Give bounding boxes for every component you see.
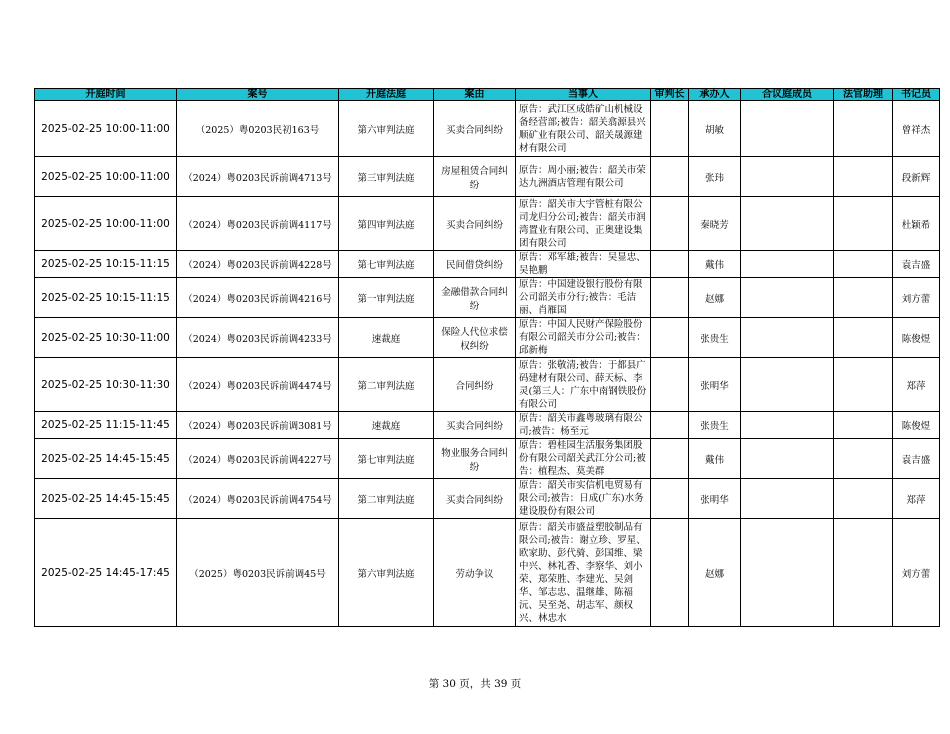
chief-judge-cell	[651, 439, 689, 479]
parties-cell: 原告：中国人民财产保险股份有限公司韶关市分公司;被告：邱新梅	[516, 318, 651, 358]
header-courtroom: 开庭法庭	[339, 89, 434, 101]
courtroom-cell: 第二审判法庭	[339, 479, 434, 519]
parties-cell: 原告：邓军雄;被告：吴显忠、吴艳鹏	[516, 251, 651, 278]
table-row	[35, 439, 940, 479]
time-cell: 2025-02-25 10:15-11:15	[35, 278, 177, 318]
time-cell: 2025-02-25 10:15-11:15	[35, 251, 177, 278]
case-number-cell: （2024）粤0203民诉前调4474号	[177, 358, 339, 412]
cause-cell: 合同纠纷	[434, 358, 516, 412]
parties-cell: 原告：韶关市实信机电贸易有限公司;被告：日成(广东)水务建设股份有限公司	[516, 479, 651, 519]
table-row	[35, 101, 940, 157]
courtroom-cell: 第二审判法庭	[339, 358, 434, 412]
cause-cell: 买卖合同纠纷	[434, 197, 516, 251]
panel-members-cell	[741, 251, 834, 278]
header-case-number: 案号	[177, 89, 339, 101]
cause-cell: 房屋租赁合同纠纷	[434, 157, 516, 197]
time-cell: 2025-02-25 14:45-15:45	[35, 479, 177, 519]
cause-cell: 买卖合同纠纷	[434, 101, 516, 157]
clerk-cell: 杜颖希	[893, 197, 940, 251]
table-row	[35, 278, 940, 318]
cause-cell: 买卖合同纠纷	[434, 479, 516, 519]
table-row	[35, 251, 940, 278]
courtroom-cell: 第四审判法庭	[339, 197, 434, 251]
cause-cell: 金融借款合同纠纷	[434, 278, 516, 318]
case-number-cell: （2025）粤0203民诉前调45号	[177, 519, 339, 627]
judge-assistant-cell	[834, 251, 893, 278]
header-panel-members: 合议庭成员	[741, 89, 834, 101]
time-cell: 2025-02-25 10:30-11:30	[35, 358, 177, 412]
clerk-cell: 曾祥杰	[893, 101, 940, 157]
clerk-cell: 刘方蕾	[893, 278, 940, 318]
panel-members-cell	[741, 278, 834, 318]
courtroom-cell: 第六审判法庭	[339, 519, 434, 627]
handler-cell: 胡敏	[689, 101, 741, 157]
time-cell: 2025-02-25 14:45-15:45	[35, 439, 177, 479]
clerk-cell: 郑萍	[893, 479, 940, 519]
courtroom-cell: 第一审判法庭	[339, 278, 434, 318]
case-number-cell: （2024）粤0203民诉前调4713号	[177, 157, 339, 197]
cause-cell: 劳动争议	[434, 519, 516, 627]
table-row	[35, 519, 940, 627]
time-cell: 2025-02-25 14:45-17:45	[35, 519, 177, 627]
chief-judge-cell	[651, 358, 689, 412]
case-number-cell: （2024）粤0203民诉前调4216号	[177, 278, 339, 318]
chief-judge-cell	[651, 519, 689, 627]
handler-cell: 戴伟	[689, 439, 741, 479]
judge-assistant-cell	[834, 157, 893, 197]
time-cell: 2025-02-25 11:15-11:45	[35, 412, 177, 439]
chief-judge-cell	[651, 318, 689, 358]
case-number-cell: （2025）粤0203民初163号	[177, 101, 339, 157]
judge-assistant-cell	[834, 358, 893, 412]
panel-members-cell	[741, 519, 834, 627]
courtroom-cell: 第七审判法庭	[339, 439, 434, 479]
handler-cell: 张玮	[689, 157, 741, 197]
chief-judge-cell	[651, 412, 689, 439]
clerk-cell: 陈俊煜	[893, 412, 940, 439]
chief-judge-cell	[651, 157, 689, 197]
panel-members-cell	[741, 157, 834, 197]
case-number-cell: （2024）粤0203民诉前调4228号	[177, 251, 339, 278]
judge-assistant-cell	[834, 519, 893, 627]
chief-judge-cell	[651, 251, 689, 278]
header-judge-assistant: 法官助理	[834, 89, 893, 101]
courtroom-cell: 速裁庭	[339, 412, 434, 439]
handler-cell: 戴伟	[689, 251, 741, 278]
handler-cell: 张明华	[689, 358, 741, 412]
header-row	[35, 89, 940, 101]
parties-cell: 原告：碧桂园生活服务集团股份有限公司韶关武江分公司;被告：植程杰、莫美群	[516, 439, 651, 479]
handler-cell: 张贵生	[689, 318, 741, 358]
table-row	[35, 197, 940, 251]
table-row	[35, 358, 940, 412]
cause-cell: 物业服务合同纠纷	[434, 439, 516, 479]
handler-cell: 张贵生	[689, 412, 741, 439]
panel-members-cell	[741, 358, 834, 412]
table-row	[35, 157, 940, 197]
case-number-cell: （2024）粤0203民诉前调4227号	[177, 439, 339, 479]
table-row	[35, 479, 940, 519]
parties-cell: 原告：周小丽;被告：韶关市荣达九洲酒店管理有限公司	[516, 157, 651, 197]
clerk-cell: 郑萍	[893, 358, 940, 412]
courtroom-cell: 第六审判法庭	[339, 101, 434, 157]
clerk-cell: 陈俊煜	[893, 318, 940, 358]
cause-cell: 民间借贷纠纷	[434, 251, 516, 278]
header-clerk: 书记员	[893, 89, 940, 101]
page-footer: 第 30 页，共 39 页	[428, 678, 522, 690]
parties-cell: 原告：武江区成皓矿山机械设备经营部;被告：韶关翕源县兴顺矿业有限公司、韶关晟源建材有限公司	[516, 101, 651, 157]
chief-judge-cell	[651, 278, 689, 318]
parties-cell: 原告：韶关市大宇管桩有限公司龙归分公司;被告：韶关市润湾置业有限公司、正奥建设集团有限公司	[516, 197, 651, 251]
panel-members-cell	[741, 197, 834, 251]
table-row	[35, 412, 940, 439]
handler-cell: 赵娜	[689, 519, 741, 627]
table-row	[35, 318, 940, 358]
panel-members-cell	[741, 318, 834, 358]
time-cell: 2025-02-25 10:30-11:00	[35, 318, 177, 358]
header-time: 开庭时间	[35, 89, 177, 101]
parties-cell: 原告：韶关市盛益塑胶制品有限公司;被告：谢立珍、罗星、欧家助、彭代骑、彭国维、梁中兴、林礼香、李察华、刘小荣、郑荣胜、李建光、吴剑华、邹志忠、温继雄、陈福沅、吴至尧、胡志军、颜权兴、林忠水	[516, 519, 651, 627]
panel-members-cell	[741, 101, 834, 157]
handler-cell: 秦晓芳	[689, 197, 741, 251]
cause-cell: 买卖合同纠纷	[434, 412, 516, 439]
header-chief-judge: 审判长	[651, 89, 689, 101]
parties-cell: 原告：中国建设银行股份有限公司韶关市分行;被告：毛洁丽、肖雁国	[516, 278, 651, 318]
clerk-cell: 袁吉盛	[893, 439, 940, 479]
judge-assistant-cell	[834, 412, 893, 439]
case-number-cell: （2024）粤0203民诉前调3081号	[177, 412, 339, 439]
courtroom-cell: 速裁庭	[339, 318, 434, 358]
time-cell: 2025-02-25 10:00-11:00	[35, 197, 177, 251]
time-cell: 2025-02-25 10:00-11:00	[35, 157, 177, 197]
panel-members-cell	[741, 439, 834, 479]
courtroom-cell: 第三审判法庭	[339, 157, 434, 197]
case-number-cell: （2024）粤0203民诉前调4117号	[177, 197, 339, 251]
courtroom-cell: 第七审判法庭	[339, 251, 434, 278]
case-number-cell: （2024）粤0203民诉前调4754号	[177, 479, 339, 519]
header-cause: 案由	[434, 89, 516, 101]
court-schedule-table	[34, 88, 940, 627]
panel-members-cell	[741, 479, 834, 519]
case-number-cell: （2024）粤0203民诉前调4233号	[177, 318, 339, 358]
judge-assistant-cell	[834, 197, 893, 251]
clerk-cell: 袁吉盛	[893, 251, 940, 278]
chief-judge-cell	[651, 479, 689, 519]
chief-judge-cell	[651, 101, 689, 157]
judge-assistant-cell	[834, 101, 893, 157]
clerk-cell: 刘方蕾	[893, 519, 940, 627]
handler-cell: 赵娜	[689, 278, 741, 318]
header-handler: 承办人	[689, 89, 741, 101]
chief-judge-cell	[651, 197, 689, 251]
judge-assistant-cell	[834, 318, 893, 358]
judge-assistant-cell	[834, 439, 893, 479]
parties-cell: 原告：韶关市鑫粤玻璃有限公司;被告：杨至元	[516, 412, 651, 439]
parties-cell: 原告：张敬清;被告：于都县广码建材有限公司、薛天标、李灵(第三人：广东中南钢铁股份有限公司	[516, 358, 651, 412]
judge-assistant-cell	[834, 479, 893, 519]
cause-cell: 保险人代位求偿权纠纷	[434, 318, 516, 358]
clerk-cell: 段新辉	[893, 157, 940, 197]
panel-members-cell	[741, 412, 834, 439]
time-cell: 2025-02-25 10:00-11:00	[35, 101, 177, 157]
handler-cell: 张明华	[689, 479, 741, 519]
judge-assistant-cell	[834, 278, 893, 318]
header-parties: 当事人	[516, 89, 651, 101]
